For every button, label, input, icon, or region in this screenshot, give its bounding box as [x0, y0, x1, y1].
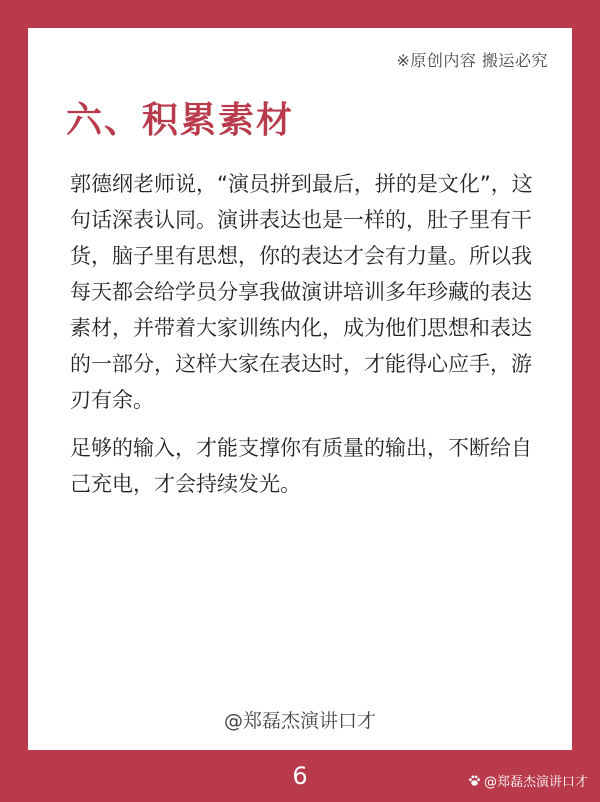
page-number: 6 [292, 762, 308, 790]
paw-icon [468, 774, 481, 787]
content-card [28, 28, 572, 750]
section-title: 六、积累素材 [66, 99, 295, 141]
watermark-text: @郑磊杰演讲口才 [483, 775, 588, 790]
copyright-notice: ※原创内容 搬运必究 [396, 51, 548, 70]
paragraph-2: 足够的输入，才能支撑你有质量的输出，不断给自己充电，才会持续发光。 [70, 436, 532, 496]
author-signature: @郑磊杰演讲口才 [223, 710, 376, 732]
paragraph-1: 郭德纲老师说，“演员拼到最后，拼的是文化”，这句话深表认同。演讲表达也是一样的，肚子里有干货，脑子里有思想，你的表达才会有力量。所以我每天都会给学员分享我做演讲培训多年珍藏的表达素材，并带着大家训练内化，成为他们思想和表达的一部分，这样大家在表达时，才能得心应手，游刃有余。 [70, 172, 533, 412]
platform-watermark [468, 771, 588, 790]
body-text [70, 166, 538, 514]
